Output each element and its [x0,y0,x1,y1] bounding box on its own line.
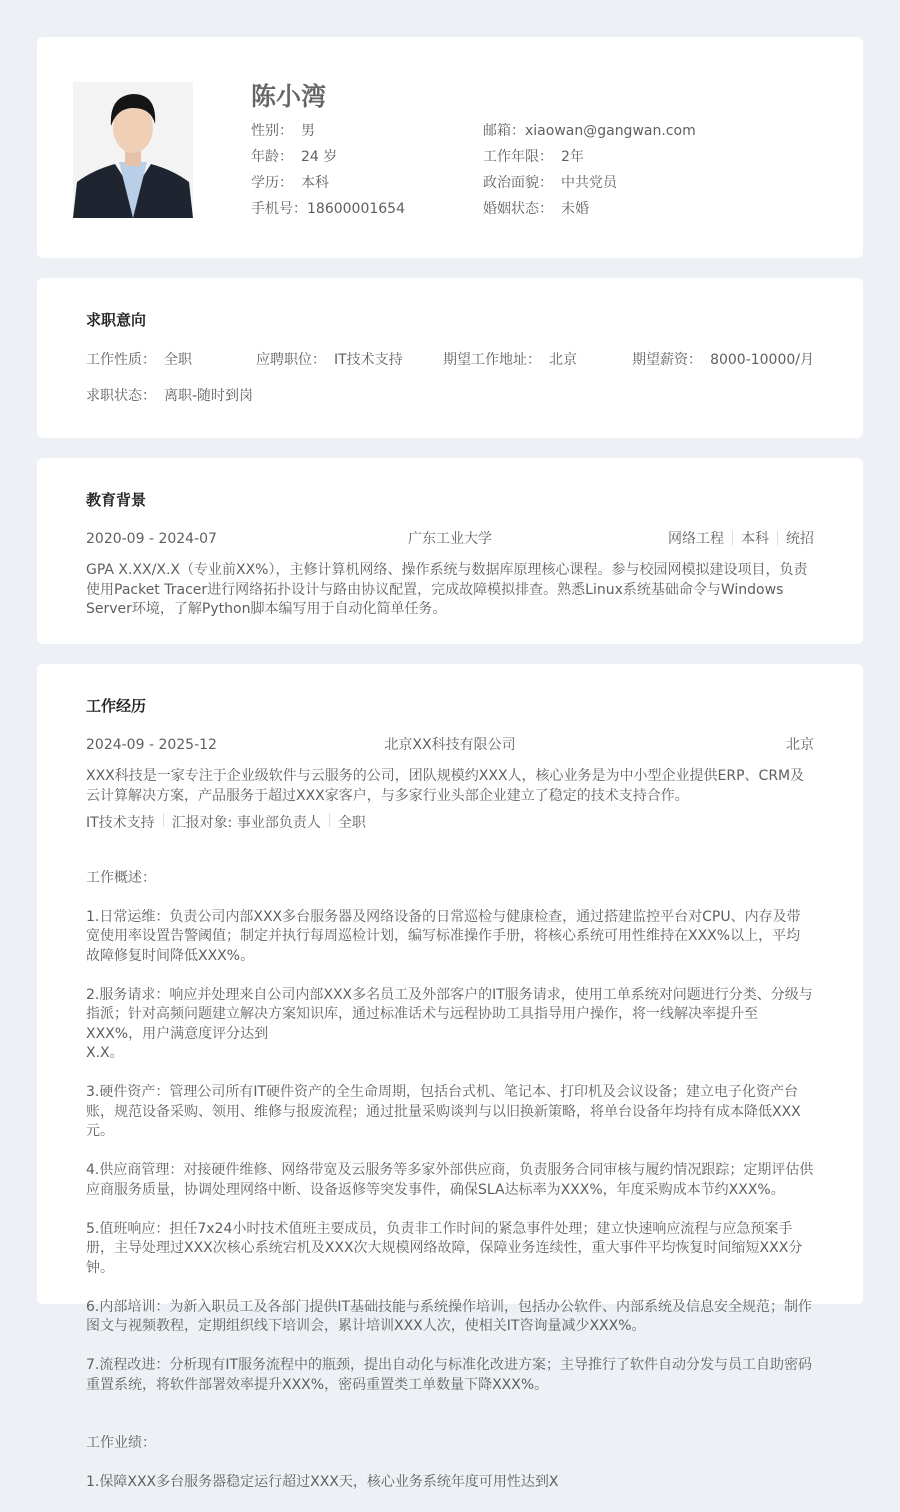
value: 全职 [164,352,192,368]
tag: 网络工程 [668,531,724,547]
overview-item: 1.日常运维：负责公司内部XXX多台服务器及网络设备的日常巡检与健康检查，通过搭建监控平台对CPU、内存及带宽使用率设置告警阈值；制定并执行每周巡检计划，编写标准操作手册，将核心系统可用性维持在XXX%以上，平均故障修复时间降低XXX%。 [86,908,801,964]
label: 求职状态： [86,388,156,404]
overview-item: 5.值班响应：担任7x24小时技术值班主要成员，负责非工作时间的紧急事件处理；建立快速响应流程与应急预案手册，主导处理过XXX次核心系统宕机及XXX次大规模网络故障，保障业务连续性，重大事件平均恢复时间缩短XXX分钟。 [86,1220,803,1276]
info-political [483,173,811,193]
profile-card [37,37,863,258]
education-header [86,529,814,549]
info-education [251,173,483,193]
info-age [251,147,483,167]
achievements-title: 工作业绩： [86,1435,156,1451]
value: xiaowan@gangwan.com [525,123,696,139]
intent-location [443,350,632,370]
job-intent-card [37,278,863,438]
value: 离职-随时到岗 [164,388,254,404]
value: 未婚 [561,201,589,217]
label: 期望工作地址： [443,352,541,368]
tag: 汇报对象: 事业部负责人 [171,815,321,831]
info-gender [251,121,483,141]
divider [732,531,733,545]
work-header [86,735,814,755]
divider [163,813,164,827]
tag: 全职 [337,815,366,831]
value: 中共党员 [561,175,617,191]
value: 北京 [549,352,577,368]
work-tags [86,813,814,833]
label: 婚姻状态： [483,201,553,217]
company-name: 北京XX科技有限公司 [384,737,516,753]
info-email [483,121,811,141]
label: 邮箱： [483,123,525,139]
overview-item: 2.服务请求：响应并处理来自公司内部XXX多名员工及外部客户的IT服务请求，使用工单系统对问题进行分类、分级与指派；针对高频问题建立解决方案知识库，通过标准话术与远程协助工具指导用户操作，将一线解决率提升至XXX%，用户满意度评分达到 X.X。 [86,986,813,1061]
section-title: 求职意向 [86,311,147,329]
tag: IT技术支持 [86,815,155,831]
label: 性别： [251,123,293,139]
value: 2年 [561,149,584,165]
label: 年龄： [251,149,293,165]
candidate-name: 陈小湾 [251,82,327,111]
label: 政治面貌： [483,175,553,191]
education-tags [574,529,814,549]
education-period: 2020-09 - 2024-07 [86,531,217,547]
overview-item: 4.供应商管理：对接硬件维修、网络带宽及云服务等多家外部供应商，负责服务合同审核与履约情况跟踪；定期评估供应商服务质量，协调处理网络中断、设备返修等突发事件，确保SLA达标率为XXX%，年度采购成本节约XXX%。 [86,1162,814,1198]
info-phone [251,199,483,219]
tag: 本科 [741,531,769,547]
value: IT技术支持 [334,352,403,368]
label: 手机号： [251,201,307,217]
section-title: 教育背景 [86,491,147,509]
intent-row [86,350,814,370]
work-period: 2024-09 - 2025-12 [86,737,217,753]
intent-position [256,350,443,370]
overview-item: 7.流程改进：分析现有IT服务流程中的瓶颈，提出自动化与标准化改进方案；主导推行了软件自动分发与员工自助密码重置系统，将软件部署效率提升XXX%，密码重置类工单数量下降XXX%。 [86,1357,813,1393]
education-description: GPA X.XX/X.X（专业前XX%），主修计算机网络、操作系统与数据库原理核心课程。参与校园网模拟建设项目，负责使用Packet Tracer进行网络拓扑设计与路由协议配置，完成故障模拟排查。熟悉Linux系统基础命令与Windows Server环境，了解Python脚本编写用于自动化简单任务。 [86,562,808,617]
value: 男 [301,123,315,139]
overview-item: 6.内部培训：为新入职员工及各部门提供IT基础技能与系统操作培训，包括办公软件、内部系统及信息安全规范；制作图文与视频教程，定期组织线下培训会，累计培训XXX人次，使相关IT咨询量减少XXX%。 [86,1298,813,1334]
tag: 统招 [786,531,814,547]
avatar-photo [73,82,193,218]
work-card [37,664,863,1490]
education-card [37,458,863,644]
info-experience [483,147,811,167]
work-details [86,849,814,1512]
label: 期望薪资： [632,352,703,368]
value: 8000-10000/月 [710,352,814,368]
label: 工作年限： [483,149,553,165]
company-description: XXX科技是一家专注于企业级软件与云服务的公司，团队规模约XXX人，核心业务是为中小型企业提供ERP、CRM及云计算解决方案，产品服务于超过XXX家客户，与多家行业头部企业建立了稳定的技术支持合作。 [86,768,805,804]
personal-info [251,121,811,219]
info-marital [483,199,811,219]
section-title: 工作经历 [86,697,147,715]
label: 应聘职位： [256,352,326,368]
school-name: 广东工业大学 [408,531,492,547]
value: 18600001654 [307,201,405,217]
intent-type [86,350,256,370]
overview-title: 工作概述： [86,869,156,886]
divider [777,531,778,545]
intent-salary [632,350,814,370]
divider [329,813,330,827]
overview-item: 3.硬件资产：管理公司所有IT硬件资产的全生命周期，包括台式机、笔记本、打印机及会议设备；建立电子化资产台账，规范设备采购、领用、维修与报废流程；通过批量采购谈判与以旧换新策略，将单台设备年均持有成本降低XXX元。 [86,1084,801,1139]
achievement-item: 1.保障XXX多台服务器稳定运行超过XXX天，核心业务系统年度可用性达到X [86,1474,559,1490]
work-city: 北京 [786,737,814,753]
label: 工作性质： [86,352,156,368]
value: 本科 [301,175,329,191]
value: 24 岁 [301,149,338,165]
label: 学历： [251,175,293,191]
intent-status [86,386,814,406]
